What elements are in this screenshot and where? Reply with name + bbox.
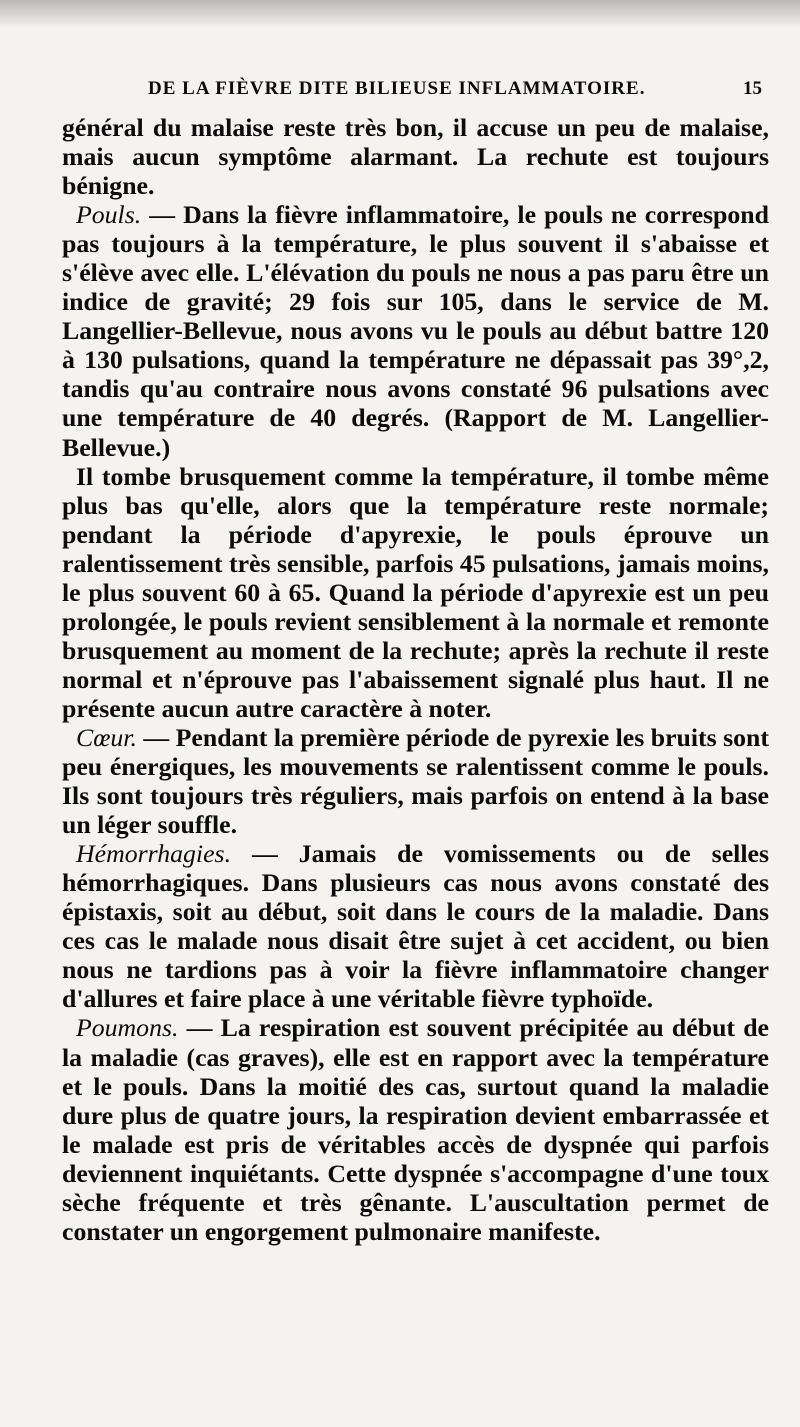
section-lead-hemorrhagies: Hémorrhagies. bbox=[76, 839, 232, 869]
paragraph-text: général du malaise reste très bon, il accuse un peu de malaise, mais aucun symptôme alarmant. La rechute est toujours bénigne. bbox=[62, 113, 769, 201]
paragraph-pouls-continued bbox=[62, 462, 769, 723]
paragraph-poumons bbox=[62, 1013, 769, 1245]
page-number: 15 bbox=[743, 78, 762, 99]
paragraph-coeur bbox=[62, 723, 769, 839]
section-lead-poumons: Poumons. bbox=[76, 1013, 179, 1043]
paragraph-text: — La respiration est souvent précipitée au début de la maladie (cas graves), elle est en rapport avec la température et le pouls. Dans la moitié des cas, surtout quand la maladie dure plus de quatre jours, la respiration devient embarrassée et le malade est pris de véritables accès de dyspnée qui parfois deviennent inquiétants. Cette dyspnée s'accompagne d'une toux sèche fréquente et très gênante. L'auscultation permet de constater un engorgement pulmonaire manifeste. bbox=[62, 1013, 769, 1246]
paragraph-pouls bbox=[62, 200, 769, 461]
section-lead-coeur: Cœur. bbox=[76, 722, 137, 752]
paragraph-text: — Dans la fièvre inflammatoire, le pouls ne correspond pas toujours à la température, le plus souvent il s'abaisse et s'élève avec elle. L'élévation du pouls ne nous a pas paru être un indice de gravité; 29 fois sur 105, dans le service de M. Langellier-Bellevue, nous avons vu le pouls au début battre 120 à 130 pulsations, quand la température ne dépassait pas 39°,2, tandis qu'au contraire nous avons constaté 96 pulsations avec une température de 40 degrés. (Rapport de M. Langellier-Bellevue.) bbox=[62, 200, 769, 462]
paragraph-continuation bbox=[62, 113, 769, 200]
running-header bbox=[60, 78, 770, 108]
paragraph-hemorrhagies bbox=[62, 839, 769, 1013]
running-title: DE LA FIÈVRE DITE BILIEUSE INFLAMMATOIRE. bbox=[148, 78, 646, 99]
paragraph-text: — Pendant la première période de pyrexie les bruits sont peu énergiques, les mouvements se ralentissent comme le pouls. Ils sont toujours très réguliers, mais parfois on entend à la base un léger souffle. bbox=[62, 722, 769, 840]
paragraph-text: Il tombe brusquement comme la température, il tombe même plus bas qu'elle, alors que la température reste normale; pendant la période d'apyrexie, le pouls éprouve un ralentissement très sensible, parfois 45 pulsations, jamais moins, le plus souvent 60 à 65. Quand la période d'apyrexie est un peu prolongée, le pouls revient sensiblement à la normale et remonte brusquement au moment de la rechute; après la rechute il reste normal et n'éprouve pas l'abaissement signalé plus haut. Il ne présente aucun autre caractère à noter. bbox=[62, 461, 769, 723]
page-top-shadow bbox=[0, 0, 800, 28]
section-lead-pouls: Pouls. bbox=[76, 200, 142, 230]
body-text bbox=[62, 113, 769, 1246]
paragraph-text: — Jamais de vomissements ou de selles hémorrhagiques. Dans plusieurs cas nous avons constaté des épistaxis, soit au début, soit dans le cours de la maladie. Dans ces cas le malade nous disait être sujet à cet accident, ou bien nous ne tardions pas à voir la fièvre inflammatoire changer d'allures et faire place à une véritable fièvre typhoïde. bbox=[62, 839, 769, 1014]
